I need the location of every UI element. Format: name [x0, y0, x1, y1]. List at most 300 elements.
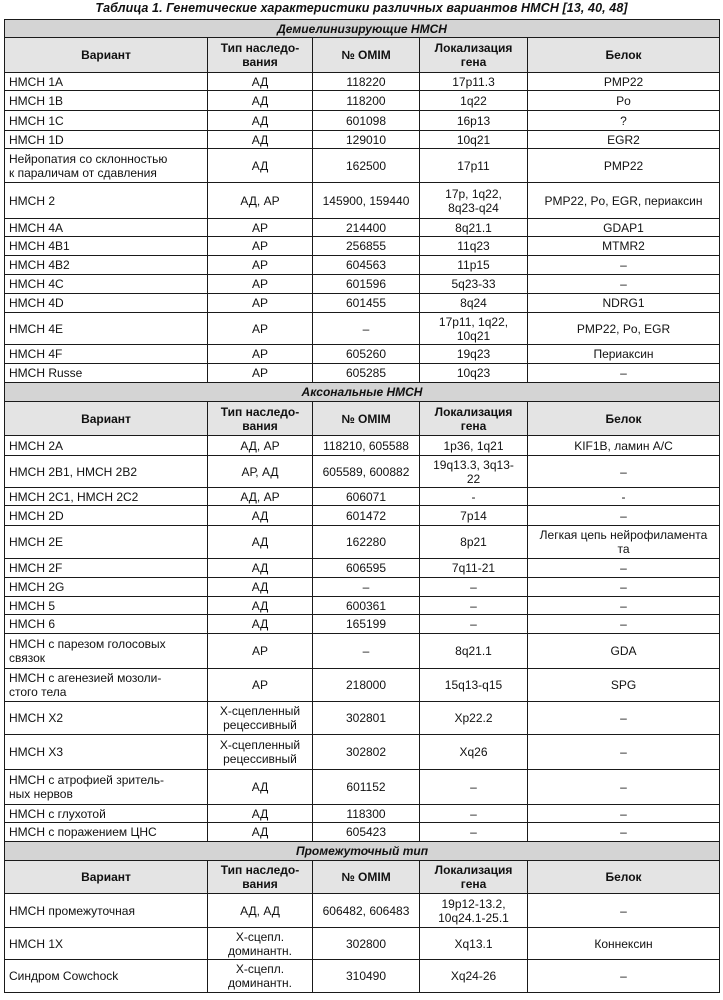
protein-cell-text: PMP22, Po, EGR [576, 321, 671, 336]
inheritance-cell [208, 894, 313, 928]
locus-cell-text: Xp22.2 [454, 711, 493, 725]
omim-cell-text: – [362, 321, 370, 336]
variant-cell [5, 149, 208, 183]
variant-cell [5, 237, 208, 256]
locus-cell-text: 22 [466, 471, 481, 486]
table-row [5, 488, 720, 506]
table-row [5, 559, 720, 578]
protein-cell-text: Коннексин [594, 936, 653, 951]
inheritance-cell-text: АД [251, 617, 269, 631]
locus-cell-text: 10q21 [456, 328, 491, 343]
locus-cell-text: 10q24.1-25.1 [438, 910, 509, 925]
locus-cell [420, 702, 528, 735]
locus-cell [420, 111, 528, 131]
omim-cell [313, 488, 420, 506]
locus-header-text: Локализация [434, 404, 513, 419]
omim-cell [313, 91, 420, 111]
variant-cell [5, 183, 208, 219]
variant-cell [5, 506, 208, 526]
column-header-row [5, 861, 720, 894]
variant-cell-text: НМСН 2Е [9, 535, 64, 549]
inheritance-header-text: вания [242, 877, 278, 891]
locus-cell [420, 149, 528, 183]
protein-cell-text: – [620, 711, 627, 725]
omim-cell [313, 183, 420, 219]
omim-cell-text: 302801 [345, 711, 387, 725]
omim-header-text: № OMIM [341, 48, 391, 62]
variant-cell-text: НМСН 2D [9, 508, 64, 523]
omim-cell [313, 702, 420, 735]
inheritance-cell [208, 73, 313, 91]
variant-cell-text: НМСН 4D [9, 296, 64, 310]
inheritance-cell-text: Х-сцепленный [219, 704, 301, 718]
variant-cell [5, 91, 208, 111]
table-row [5, 219, 720, 237]
locus-cell-text: 19q13.3, 3q13- [433, 457, 514, 472]
locus-cell [420, 559, 528, 578]
locus-cell [420, 578, 528, 597]
inheritance-header [208, 402, 313, 436]
omim-cell [313, 615, 420, 634]
omim-cell-text: 162500 [345, 158, 387, 173]
locus-cell-text: 10q21 [456, 132, 491, 147]
table-row [5, 73, 720, 91]
locus-cell [420, 960, 528, 993]
protein-cell [528, 597, 720, 615]
protein-cell [528, 488, 720, 506]
inheritance-header [208, 38, 313, 73]
inheritance-cell-text: АД [251, 132, 269, 147]
inheritance-cell-text: рецессивный [223, 718, 297, 732]
table-row [5, 615, 720, 634]
omim-cell [313, 149, 420, 183]
omim-cell [313, 669, 420, 702]
locus-cell-text: 1p36, 1q21 [443, 438, 504, 453]
locus-cell-text: 1q22 [460, 93, 487, 108]
inheritance-cell-text: АД, АР [240, 489, 280, 504]
variant-cell [5, 313, 208, 345]
protein-cell [528, 894, 720, 928]
protein-cell-text: – [620, 969, 627, 983]
variant-cell [5, 634, 208, 669]
inheritance-cell-text: АР [251, 220, 268, 235]
protein-cell [528, 526, 720, 559]
protein-cell [528, 345, 720, 364]
omim-cell-text: 601472 [345, 508, 387, 523]
omim-cell-text: 606071 [345, 489, 387, 504]
table-row [5, 702, 720, 735]
locus-cell [420, 894, 528, 928]
omim-cell [313, 256, 420, 275]
locus-cell-text: 8q21.1 [455, 644, 492, 658]
table-row [5, 823, 720, 842]
inheritance-header-text: вания [242, 55, 278, 69]
inheritance-cell [208, 345, 313, 364]
locus-cell [420, 275, 528, 294]
locus-header-text: гена [460, 877, 487, 891]
inheritance-cell [208, 275, 313, 294]
locus-cell-text: – [470, 598, 477, 613]
protein-cell [528, 275, 720, 294]
omim-cell [313, 73, 420, 91]
protein-cell [528, 578, 720, 597]
variant-cell-text: НМСН с агенезией мозоли- [9, 671, 162, 685]
omim-cell [313, 805, 420, 823]
protein-cell-text: – [620, 258, 627, 272]
inheritance-cell [208, 702, 313, 735]
protein-cell-text: – [620, 277, 627, 291]
inheritance-cell-text: Х-сцепл. [235, 929, 285, 944]
variant-cell [5, 256, 208, 275]
inheritance-header [208, 861, 313, 894]
protein-cell [528, 960, 720, 993]
table-row [5, 294, 720, 313]
variant-cell [5, 275, 208, 294]
protein-cell [528, 634, 720, 669]
table-row [5, 894, 720, 928]
inheritance-header-text: Тип наследо- [220, 404, 300, 419]
protein-cell-text: Периаксин [593, 347, 654, 361]
variant-cell-text: НМСН Х3 [9, 745, 64, 759]
inheritance-cell [208, 823, 313, 842]
locus-cell-text: 17p11.3 [452, 74, 495, 89]
omim-header [313, 402, 420, 436]
table-row [5, 634, 720, 669]
variant-cell-text: НМСН 4С [9, 277, 64, 291]
protein-cell [528, 73, 720, 91]
table-row [5, 131, 720, 149]
locus-cell [420, 805, 528, 823]
omim-cell [313, 436, 420, 456]
protein-cell-text: PMP22 [603, 74, 644, 89]
variant-cell [5, 597, 208, 615]
column-header-row [5, 38, 720, 73]
table-row [5, 597, 720, 615]
omim-header [313, 861, 420, 894]
variant-header-text: Вариант [81, 411, 131, 426]
locus-cell-text: 11q23 [457, 239, 490, 253]
locus-cell-text: - [471, 489, 476, 504]
table-row [5, 456, 720, 488]
inheritance-header-text: Тип наследо- [220, 863, 300, 877]
variant-cell-text: НМСН с поражением ЦНС [9, 825, 157, 839]
protein-cell-text: – [620, 903, 627, 918]
locus-header-text: Локализация [434, 41, 513, 55]
table-row [5, 256, 720, 275]
variant-cell [5, 960, 208, 993]
table-row [5, 237, 720, 256]
omim-cell [313, 770, 420, 805]
inheritance-cell [208, 237, 313, 256]
variant-cell-text: НМСН с атрофией зритель- [9, 773, 164, 787]
locus-cell [420, 364, 528, 383]
table-row [5, 805, 720, 823]
locus-cell [420, 294, 528, 313]
omim-cell-text: 145900, 159440 [322, 193, 410, 208]
variant-cell-text: НМСН 4F [9, 347, 63, 361]
variant-cell [5, 294, 208, 313]
locus-header [420, 861, 528, 894]
locus-cell [420, 345, 528, 364]
omim-header-text: № OMIM [341, 870, 391, 884]
variant-cell [5, 823, 208, 842]
variant-cell [5, 456, 208, 488]
protein-cell [528, 805, 720, 823]
section-header-row [5, 383, 720, 402]
protein-cell-text: PMP22 [603, 158, 644, 173]
protein-cell-text: – [620, 780, 627, 794]
omim-cell-text: 601152 [346, 780, 386, 794]
protein-cell [528, 436, 720, 456]
omim-cell-text: 604563 [345, 258, 387, 272]
inheritance-cell [208, 634, 313, 669]
omim-cell-text: 601596 [345, 277, 387, 291]
omim-cell [313, 634, 420, 669]
section-title: Демиелинизирующие НМСН [5, 20, 720, 38]
inheritance-cell-text: АР [251, 347, 268, 361]
locus-cell [420, 436, 528, 456]
variant-cell-text: НМСН 4А [9, 220, 64, 235]
locus-cell [420, 823, 528, 842]
inheritance-cell [208, 111, 313, 131]
table-row [5, 364, 720, 383]
inheritance-cell-text: Х-сцепл. [235, 962, 285, 976]
protein-cell [528, 669, 720, 702]
variant-cell-text: НМСН 2F [9, 561, 63, 575]
variant-cell-text: НМСН 2 [9, 193, 56, 208]
omim-cell-text: 601455 [345, 296, 387, 310]
protein-cell-text: Po [616, 93, 631, 108]
variant-cell-text: НМСН с парезом голосовых [9, 637, 166, 651]
section-title: Промежуточный тип [5, 842, 720, 861]
locus-cell-text: 19q23 [456, 347, 491, 361]
locus-header-text: Локализация [434, 863, 513, 877]
inheritance-cell-text: АД [251, 825, 269, 839]
locus-cell-text: 8q23-q24 [448, 200, 499, 215]
protein-cell-text: - [621, 489, 626, 504]
table-row [5, 436, 720, 456]
omim-cell [313, 345, 420, 364]
column-header-row [5, 402, 720, 436]
variant-cell-text: НМСН 1Х [9, 936, 64, 951]
protein-cell-text: – [620, 617, 627, 631]
inheritance-cell [208, 91, 313, 111]
locus-cell-text: 5q23-33 [451, 277, 496, 291]
omim-cell-text: 162280 [345, 535, 387, 549]
omim-cell [313, 131, 420, 149]
protein-cell [528, 219, 720, 237]
variant-header [5, 861, 208, 894]
table-row [5, 149, 720, 183]
omim-cell-text: 165199 [345, 617, 387, 631]
locus-cell-text: – [470, 580, 477, 594]
locus-cell-text: Xq24-26 [450, 969, 497, 983]
variant-cell-text: НМСН Х2 [9, 711, 64, 725]
variant-cell-text: НМСН 2А [9, 438, 64, 453]
omim-cell [313, 960, 420, 993]
inheritance-cell-text: АР [251, 321, 268, 336]
locus-cell [420, 237, 528, 256]
inheritance-cell [208, 219, 313, 237]
omim-cell-text: 118210, 605588 [323, 438, 409, 453]
inheritance-cell-text: АД [251, 598, 269, 613]
protein-cell-text: GDA [610, 644, 637, 658]
inheritance-cell-text: АД [251, 93, 269, 108]
inheritance-cell-text: АД, АР [240, 193, 280, 208]
variant-cell-text: стого тела [9, 685, 67, 699]
inheritance-cell-text: АР [251, 678, 268, 692]
table-body [5, 20, 720, 993]
protein-cell [528, 823, 720, 842]
protein-header [528, 38, 720, 73]
protein-cell [528, 770, 720, 805]
omim-cell-text: 606482, 606483 [322, 903, 410, 918]
inheritance-cell [208, 436, 313, 456]
locus-cell [420, 219, 528, 237]
variant-cell [5, 364, 208, 383]
variant-header [5, 402, 208, 436]
variant-cell-text: НМСН 1С [9, 113, 64, 128]
inheritance-cell [208, 256, 313, 275]
omim-header-text: № OMIM [341, 411, 391, 426]
omim-cell [313, 456, 420, 488]
omim-cell-text: 118200 [346, 93, 386, 108]
omim-cell-text: 214400 [345, 220, 387, 235]
table-row [5, 345, 720, 364]
locus-cell-text: – [470, 780, 477, 794]
variant-cell [5, 770, 208, 805]
omim-cell-text: 605260 [345, 347, 387, 361]
protein-cell [528, 237, 720, 256]
variant-cell [5, 219, 208, 237]
inheritance-cell-text: АД [251, 74, 269, 89]
inheritance-cell-text: АД [251, 580, 269, 594]
omim-cell [313, 506, 420, 526]
inheritance-cell-text: АР [251, 277, 268, 291]
inheritance-cell [208, 770, 313, 805]
locus-cell [420, 506, 528, 526]
variant-cell-text: НМСН 4В1 [9, 239, 70, 253]
locus-cell-text: 8q24 [460, 296, 487, 310]
inheritance-cell-text: АР [251, 366, 268, 380]
variant-cell-text: ных нервов [9, 787, 73, 801]
omim-cell [313, 237, 420, 256]
variant-cell-text: НМСН с глухотой [9, 806, 106, 821]
inheritance-cell-text: АД [251, 535, 269, 549]
variant-cell [5, 894, 208, 928]
omim-cell [313, 578, 420, 597]
inheritance-cell-text: АД [251, 561, 269, 575]
locus-cell [420, 735, 528, 770]
protein-header-text: Белок [605, 411, 642, 426]
inheritance-cell [208, 805, 313, 823]
variant-cell [5, 488, 208, 506]
protein-cell-text: Легкая цепь нейрофиламента [539, 528, 708, 542]
omim-cell-text: – [362, 580, 370, 594]
variant-cell-text: НМСН промежуточная [9, 903, 135, 918]
protein-cell-text: MTMR2 [602, 239, 645, 253]
table-row [5, 506, 720, 526]
locus-cell-text: 17p11 [457, 158, 490, 173]
variant-cell [5, 436, 208, 456]
variant-header-text: Вариант [81, 870, 131, 884]
variant-header-text: Вариант [81, 48, 131, 62]
protein-cell [528, 559, 720, 578]
inheritance-cell-text: АД [251, 508, 269, 523]
inheritance-cell-text: доминантн. [227, 943, 292, 958]
locus-cell [420, 256, 528, 275]
protein-cell-text: та [617, 542, 630, 556]
omim-cell [313, 735, 420, 770]
variant-cell [5, 702, 208, 735]
table-row [5, 275, 720, 294]
inheritance-cell [208, 131, 313, 149]
table-row [5, 526, 720, 559]
protein-cell-text: – [620, 745, 627, 759]
locus-cell [420, 928, 528, 960]
protein-cell [528, 615, 720, 634]
variant-cell-text: к параличам от сдавления [9, 165, 157, 180]
omim-cell-text: 256855 [345, 239, 387, 253]
variant-cell-text: Нейропатия со склонностью [9, 151, 168, 166]
protein-cell [528, 735, 720, 770]
omim-cell-text: 118220 [346, 74, 386, 89]
protein-header [528, 861, 720, 894]
omim-cell-text: 606595 [345, 561, 387, 575]
omim-cell-text: 118300 [346, 806, 386, 821]
locus-cell-text: 8q21.1 [455, 220, 492, 235]
inheritance-cell-text: АР [251, 239, 268, 253]
variant-cell-text: Синдром Cowchock [9, 969, 119, 983]
variant-cell [5, 578, 208, 597]
omim-cell [313, 928, 420, 960]
protein-cell-text: – [620, 598, 627, 613]
inheritance-cell [208, 149, 313, 183]
protein-cell-text: GDAP1 [603, 220, 644, 235]
omim-cell [313, 823, 420, 842]
inheritance-cell [208, 578, 313, 597]
variant-cell [5, 111, 208, 131]
omim-cell-text: 600361 [345, 598, 387, 613]
locus-cell [420, 770, 528, 805]
locus-cell [420, 615, 528, 634]
inheritance-cell-text: АД [251, 113, 269, 128]
protein-cell-text: – [620, 508, 627, 523]
protein-cell [528, 928, 720, 960]
locus-cell [420, 488, 528, 506]
protein-cell [528, 111, 720, 131]
variant-cell [5, 805, 208, 823]
locus-cell [420, 597, 528, 615]
variant-cell [5, 669, 208, 702]
variant-cell-text: НМСН 2С1, НМСН 2С2 [9, 489, 139, 504]
locus-cell [420, 634, 528, 669]
omim-cell [313, 275, 420, 294]
variant-cell-text: НМСН 1А [9, 74, 64, 89]
protein-cell [528, 702, 720, 735]
omim-cell-text: 129010 [345, 132, 387, 147]
protein-cell [528, 149, 720, 183]
locus-cell-text: – [470, 806, 477, 821]
section-header-row [5, 20, 720, 38]
inheritance-cell [208, 506, 313, 526]
table-row [5, 111, 720, 131]
table-row [5, 735, 720, 770]
protein-cell [528, 91, 720, 111]
inheritance-cell [208, 526, 313, 559]
locus-cell-text: 15q13-q15 [444, 678, 503, 692]
inheritance-cell [208, 364, 313, 383]
